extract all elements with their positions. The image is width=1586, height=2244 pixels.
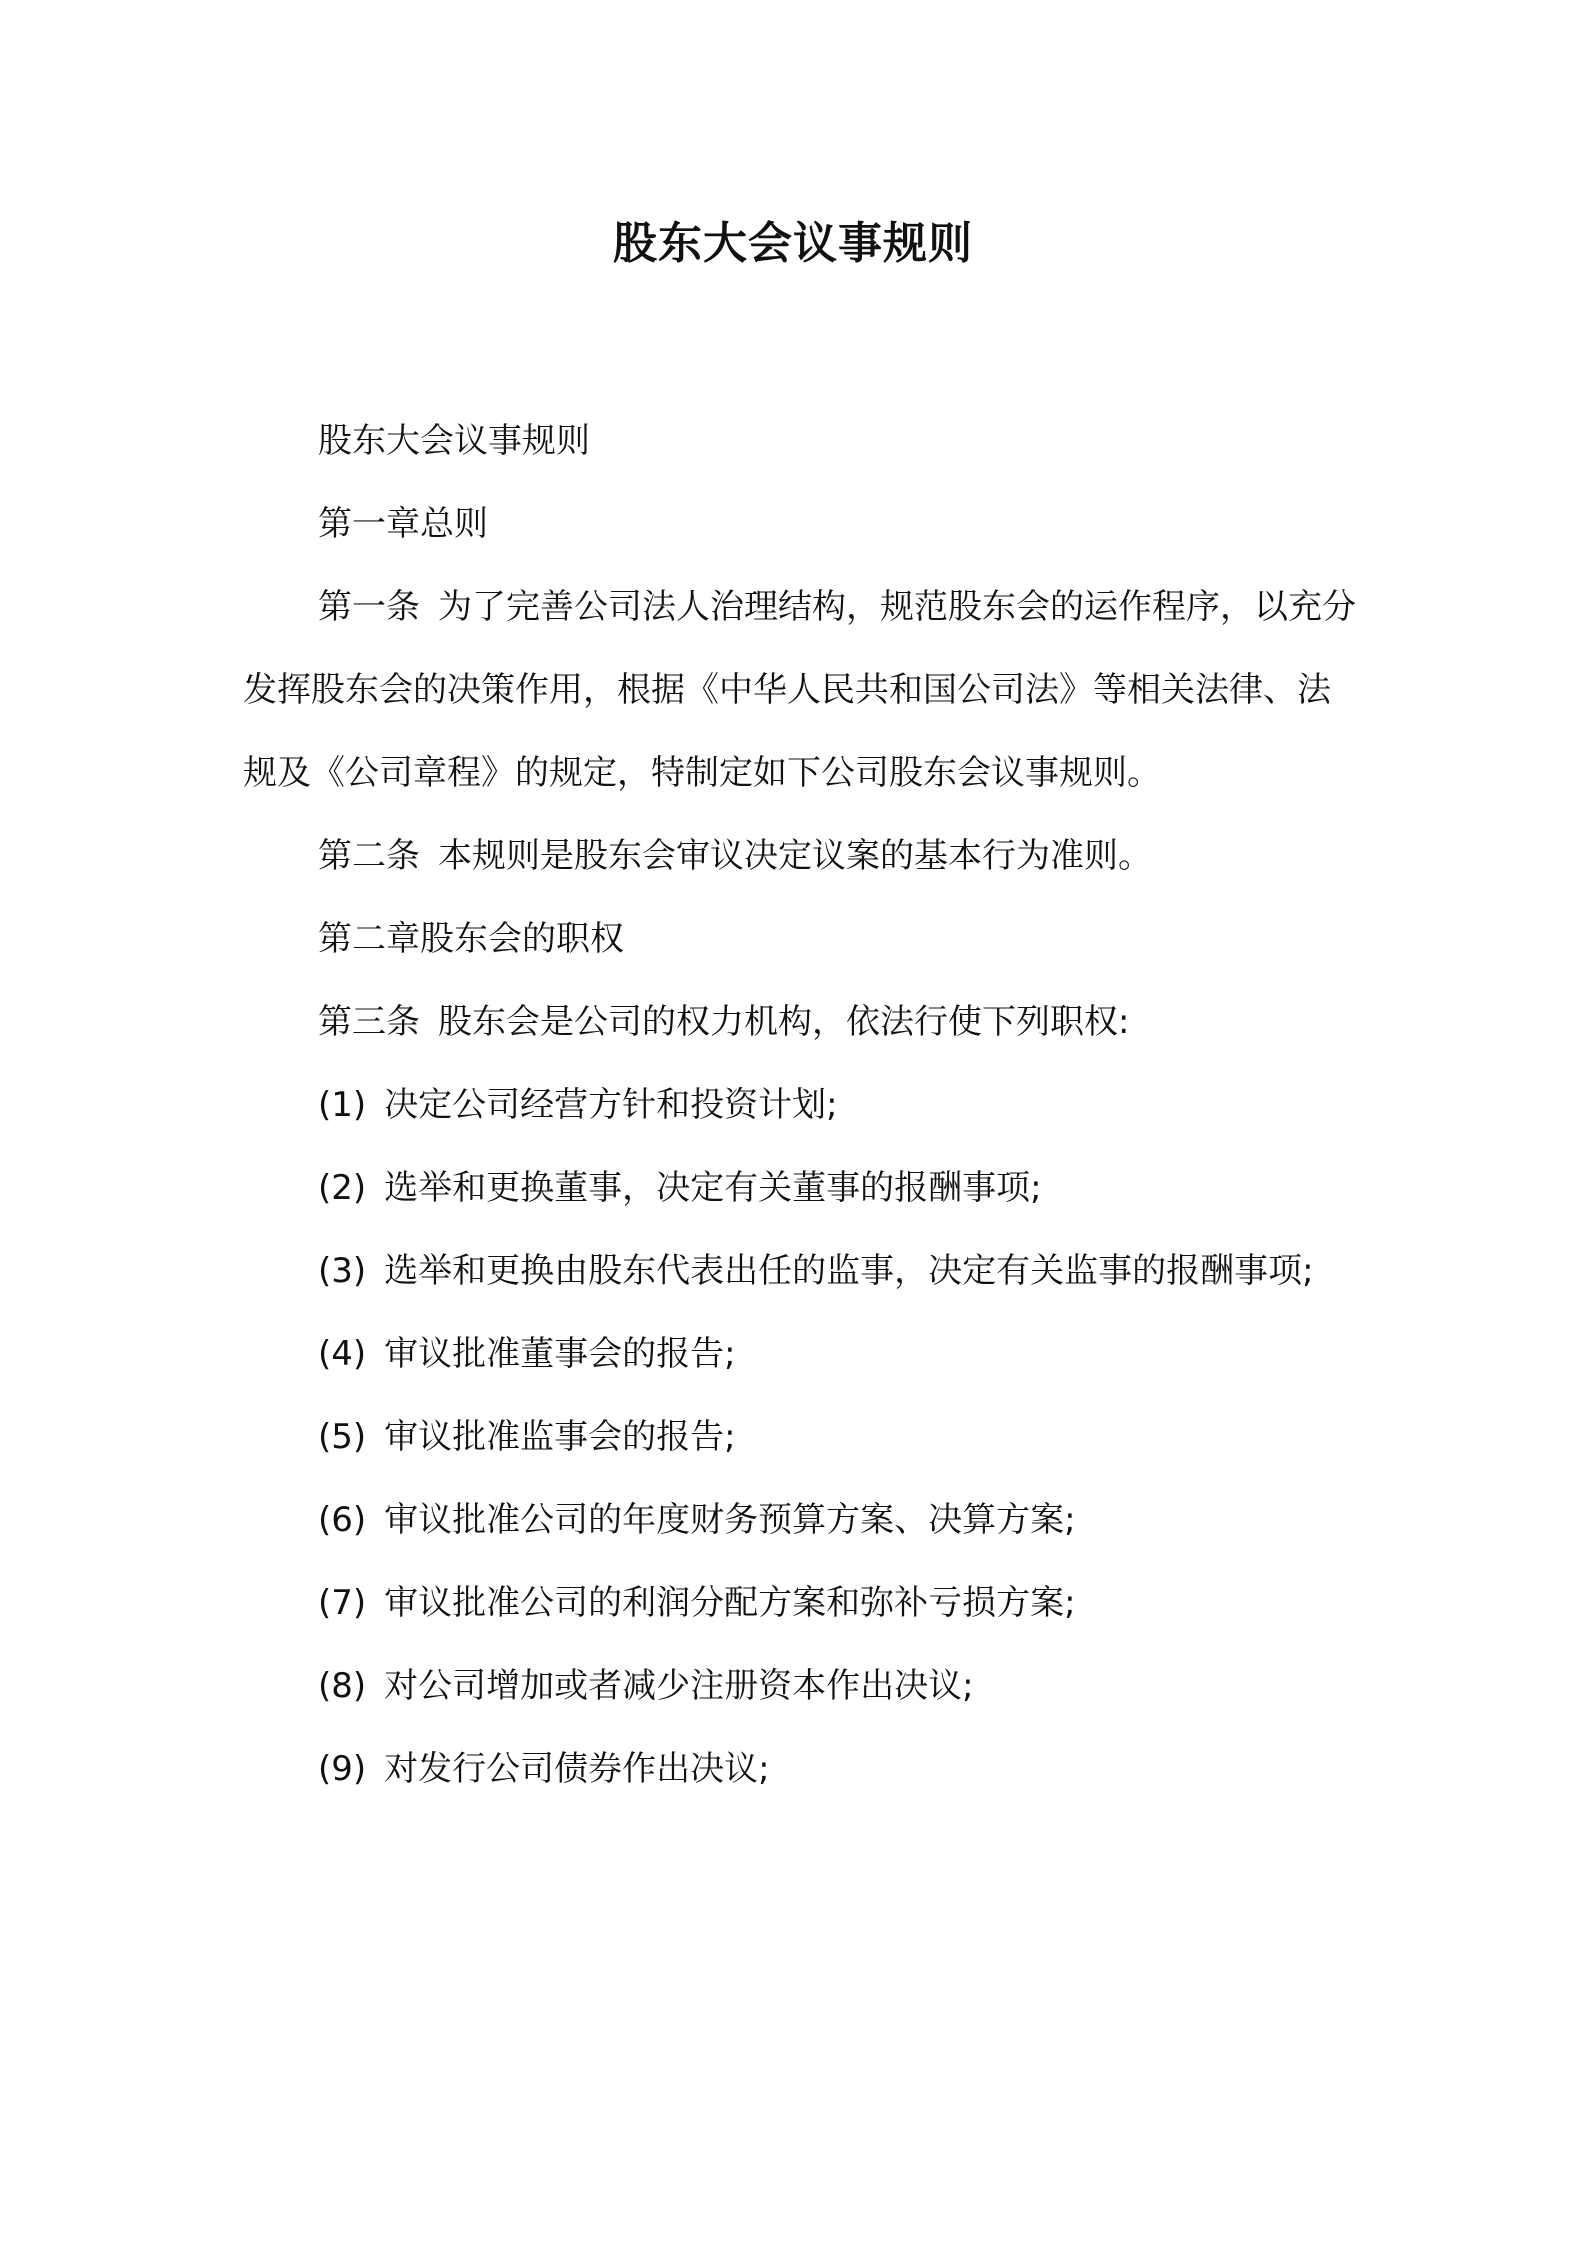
document-body: [243, 400, 1363, 1811]
article-1-text: 为了完善公司法人治理结构，规范股东会的运作程序，以充分发挥股东会的决策作用，根据《中华人民共和国公司法》等相关法律、法规及《公司章程》的规定，特制定如下公司股东会议事规则。: [243, 587, 1356, 793]
list-item-number: (9): [318, 1749, 367, 1789]
list-item: [243, 1396, 1363, 1479]
list-item-number: (3): [318, 1251, 367, 1291]
list-item: [243, 1562, 1363, 1645]
article-1-label: 第一条: [318, 587, 420, 627]
list-item-text: 审议批准董事会的报告;: [384, 1334, 736, 1374]
chapter-heading-2: 第二章股东会的职权: [318, 919, 624, 959]
list-item-number: (1): [318, 1085, 367, 1125]
list-item-text: 对公司增加或者减少注册资本作出决议;: [384, 1666, 974, 1706]
page-title: 股东大会议事规则: [613, 218, 973, 269]
list-item-text: 决定公司经营方针和投资计划;: [384, 1085, 838, 1125]
list-item-number: (7): [318, 1583, 367, 1623]
list-item-text: 审议批准监事会的报告;: [384, 1417, 736, 1457]
list-item-text: 选举和更换由股东代表出任的监事，决定有关监事的报酬事项;: [384, 1251, 1314, 1291]
list-item: [243, 1064, 1363, 1147]
list-item-text: 对发行公司债券作出决议;: [384, 1749, 770, 1789]
list-item-number: (4): [318, 1334, 367, 1374]
list-item: [243, 1230, 1363, 1313]
article-3-label: 第三条: [318, 1002, 420, 1042]
list-item-number: (6): [318, 1500, 367, 1540]
article-3-text: 股东会是公司的权力机构，依法行使下列职权:: [438, 1002, 1130, 1042]
list-item: [243, 1479, 1363, 1562]
chapter-heading-1: 第一章总则: [318, 504, 488, 544]
article-2: [243, 815, 1363, 898]
list-item: [243, 1147, 1363, 1230]
article-2-text: 本规则是股东会审议决定议案的基本行为准则。: [438, 836, 1152, 876]
list-item: [243, 1645, 1363, 1728]
article-1: [243, 566, 1363, 815]
list-item-number: (5): [318, 1417, 367, 1457]
list-item-text: 选举和更换董事，决定有关董事的报酬事项;: [384, 1168, 1042, 1208]
list-item-number: (8): [318, 1666, 367, 1706]
list-item: [243, 1728, 1363, 1811]
list-item-number: (2): [318, 1168, 367, 1208]
document-subtitle: 股东大会议事规则: [318, 421, 590, 461]
list-item: [243, 1313, 1363, 1396]
article-3: [243, 981, 1363, 1064]
article-2-label: 第二条: [318, 836, 420, 876]
list-item-text: 审议批准公司的利润分配方案和弥补亏损方案;: [384, 1583, 1076, 1623]
list-item-text: 审议批准公司的年度财务预算方案、决算方案;: [384, 1500, 1076, 1540]
